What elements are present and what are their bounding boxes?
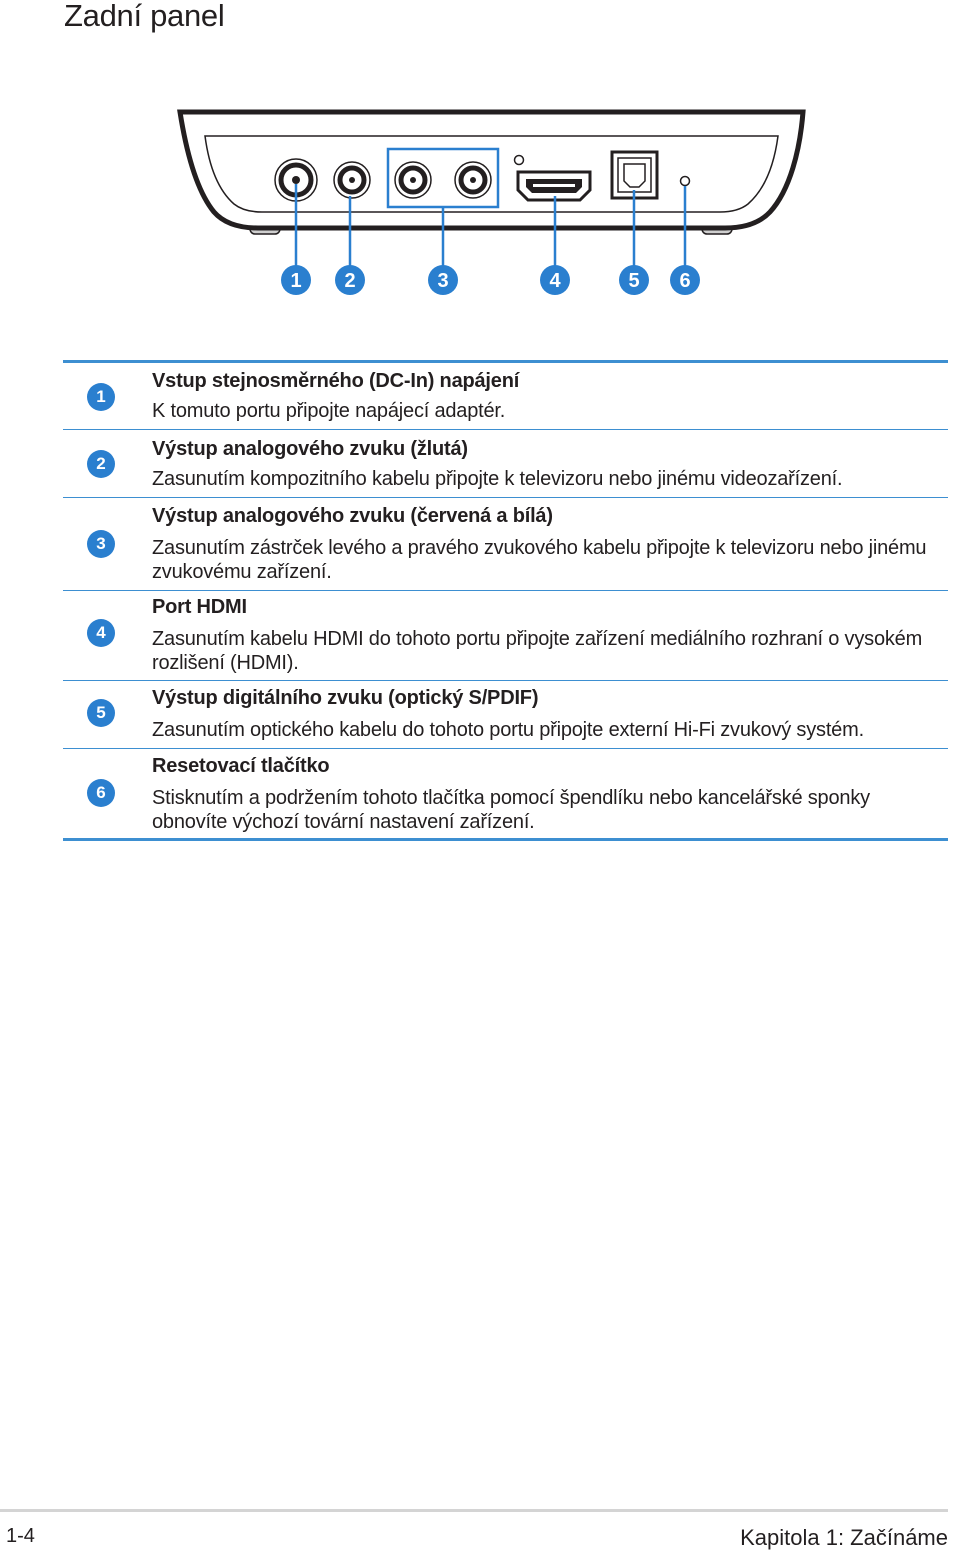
row-title: Vstup stejnosměrného (DC-In) napájení	[152, 370, 520, 392]
row-description: Stisknutím a podržením tohoto tlačítka pomocí špendlíku nebo kancelářské sponky obnovíte výchozí tovární nastavení zařízení.	[152, 787, 870, 833]
callout-number-3: 3	[437, 270, 449, 292]
callout-number-5: 5	[628, 270, 640, 292]
row-title: Výstup digitálního zvuku (optický S/PDIF)	[152, 687, 539, 709]
composite-video-port	[334, 162, 370, 198]
row-description: Zasunutím zástrček levého a pravého zvukového kabelu připojte k televizoru nebo jinému zvukovému zařízení.	[152, 537, 927, 583]
row-number-badge: 6	[87, 779, 115, 807]
row-number-badge: 3	[87, 530, 115, 558]
device-body	[180, 112, 803, 228]
audio-left-port	[395, 162, 431, 198]
footer-rule	[0, 1509, 948, 1512]
row-description: Zasunutím kompozitního kabelu připojte k televizoru nebo jinému videozařízení.	[152, 468, 843, 490]
audio-right-port	[455, 162, 491, 198]
table-row	[63, 498, 948, 591]
callout-number-2: 2	[344, 270, 356, 292]
callout-number-4: 4	[549, 270, 561, 292]
table-row	[63, 430, 948, 498]
table-row	[63, 749, 948, 841]
port-description-table	[63, 360, 948, 841]
row-number-badge: 5	[87, 699, 115, 727]
row-number-badge: 4	[87, 619, 115, 647]
device-rear-panel-illustration	[0, 0, 960, 320]
callout-number-1: 1	[290, 270, 302, 292]
row-description: Zasunutím optického kabelu do tohoto portu připojte externí Hi-Fi zvukový systém.	[152, 719, 864, 741]
page-number: 1-4	[6, 1525, 35, 1547]
row-description: K tomuto portu připojte napájecí adaptér.	[152, 400, 506, 422]
reset-hole	[681, 177, 690, 186]
hdmi-port	[518, 172, 590, 200]
row-number-badge: 1	[87, 383, 115, 411]
table-row	[63, 363, 948, 430]
row-title: Port HDMI	[152, 596, 247, 618]
page-title: Zadní panel	[64, 0, 225, 33]
callout-number-6: 6	[679, 270, 691, 292]
row-number-badge: 2	[87, 450, 115, 478]
row-description: Zasunutím kabelu HDMI do tohoto portu připojte zařízení mediálního rozhraní o vysokém rozlišení (HDMI).	[152, 628, 923, 674]
indicator-hole	[515, 156, 524, 165]
row-title: Resetovací tlačítko	[152, 755, 330, 777]
chapter-title: Kapitola 1: Začínáme	[740, 1525, 948, 1550]
row-title: Výstup analogového zvuku (žlutá)	[152, 438, 468, 460]
table-row	[63, 681, 948, 749]
row-title: Výstup analogového zvuku (červená a bílá)	[152, 505, 553, 527]
table-row	[63, 591, 948, 681]
